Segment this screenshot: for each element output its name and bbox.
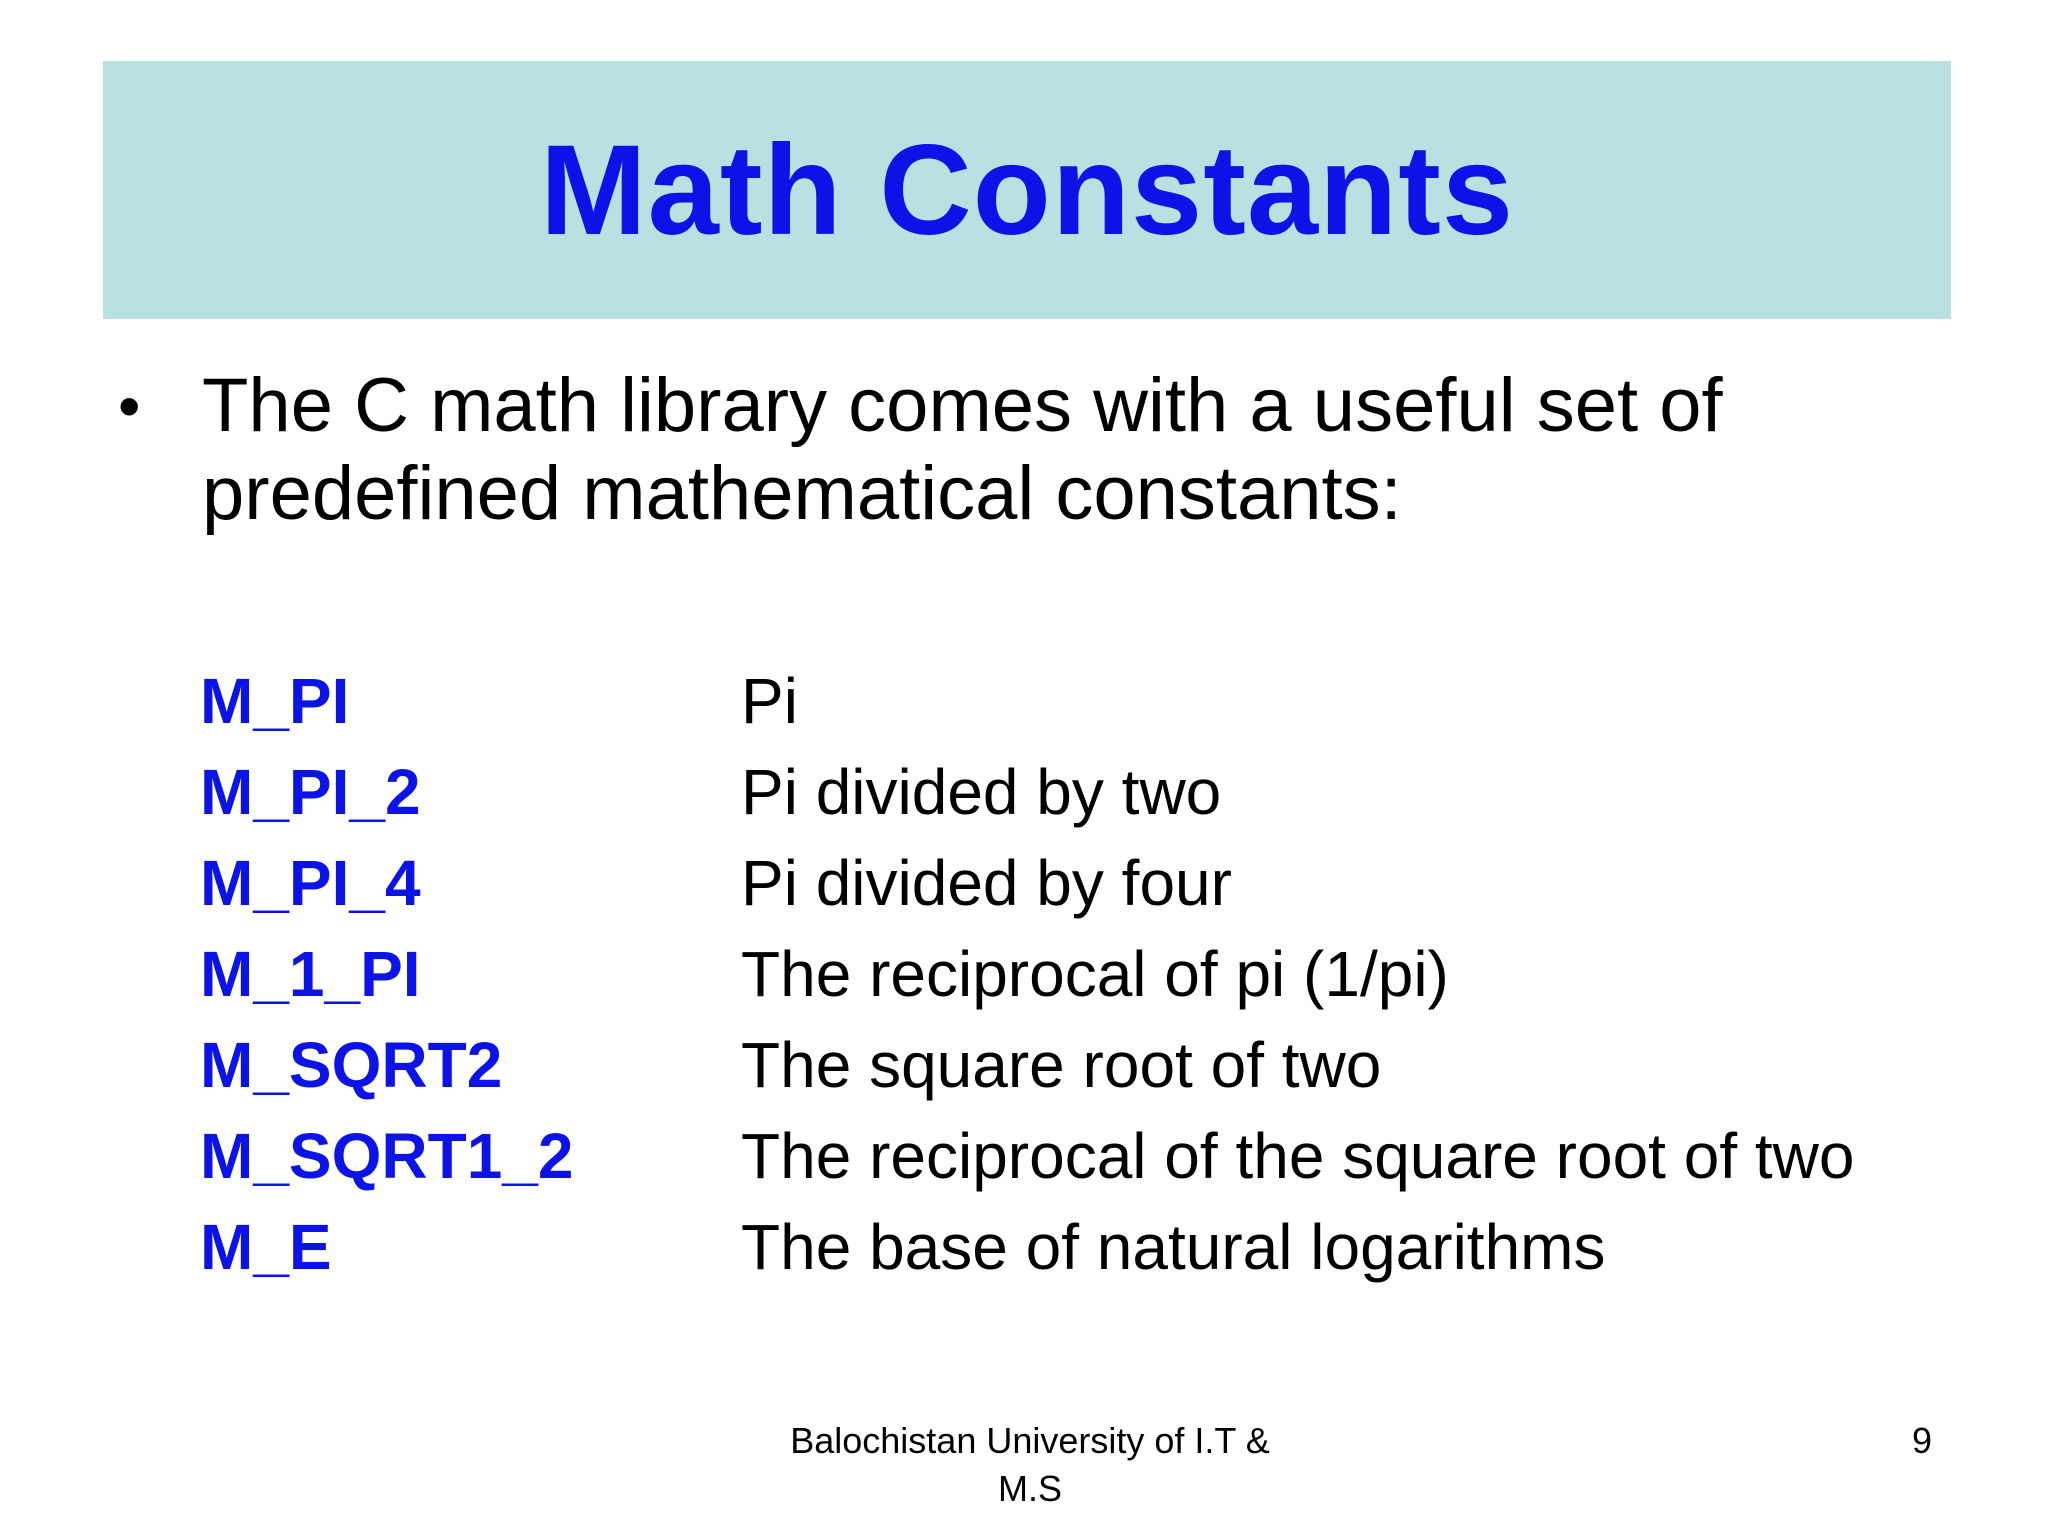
- constant-name: M_SQRT1_2: [200, 1119, 574, 1192]
- constant-row-m-sqrt1-2: [200, 1110, 1960, 1201]
- constants-list: [200, 655, 1960, 1292]
- constant-name: M_PI_2: [200, 755, 421, 828]
- constant-row-m-pi-4: [200, 837, 1960, 928]
- constant-description: The reciprocal of the square root of two: [741, 1119, 1855, 1192]
- constant-name: M_E: [200, 1210, 332, 1283]
- constant-row-m-1-pi: [200, 928, 1960, 1019]
- constant-description: Pi divided by four: [741, 846, 1232, 919]
- title-bar: [103, 61, 1951, 319]
- bullet-text-line-1: The C math library comes with a useful set of: [202, 363, 1723, 448]
- constant-description: The square root of two: [741, 1028, 1382, 1101]
- bullet-text-line-2: predefined mathematical constants:: [202, 451, 1402, 536]
- constant-description: The reciprocal of pi (1/pi): [741, 937, 1449, 1010]
- constant-row-m-pi: [200, 655, 1960, 746]
- bullet-point: [118, 362, 1898, 538]
- bullet-text: [202, 362, 1723, 538]
- constant-name: M_SQRT2: [200, 1028, 503, 1101]
- page-number: 9: [1911, 1420, 1932, 1461]
- constant-description: Pi divided by two: [741, 755, 1222, 828]
- footer-line-1: Balochistan University of I.T &: [790, 1420, 1270, 1461]
- constant-row-m-sqrt2: [200, 1019, 1960, 1110]
- constant-name: M_PI: [200, 664, 350, 737]
- footer-line-2: M.S: [997, 1468, 1062, 1509]
- constant-row-m-pi-2: [200, 746, 1960, 837]
- footer-institution: [700, 1417, 1360, 1513]
- constant-description: The base of natural logarithms: [741, 1210, 1606, 1283]
- constant-name: M_PI_4: [200, 846, 421, 919]
- constant-row-m-e: [200, 1201, 1960, 1292]
- constant-description: Pi: [741, 664, 798, 737]
- constant-name: M_1_PI: [200, 937, 421, 1010]
- bullet-icon: •: [118, 370, 141, 442]
- slide-title: Math Constants: [540, 118, 1514, 262]
